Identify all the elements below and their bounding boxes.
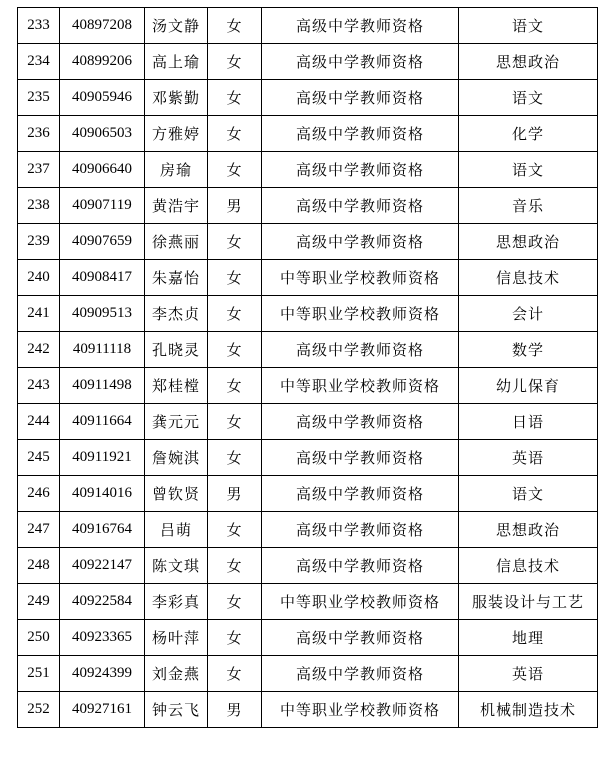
certificate-type: 高级中学教师资格 <box>262 332 459 368</box>
subject: 化学 <box>459 116 598 152</box>
candidate-id: 40906503 <box>60 116 145 152</box>
candidate-name: 吕萌 <box>145 512 208 548</box>
candidate-name: 钟云飞 <box>145 692 208 728</box>
candidate-sex: 女 <box>208 548 262 584</box>
candidate-name: 陈文琪 <box>145 548 208 584</box>
table-row <box>18 260 598 296</box>
row-number: 233 <box>18 8 60 44</box>
candidate-id: 40911118 <box>60 332 145 368</box>
certificate-type: 高级中学教师资格 <box>262 548 459 584</box>
candidate-id: 40908417 <box>60 260 145 296</box>
candidate-sex: 女 <box>208 656 262 692</box>
candidate-sex: 女 <box>208 80 262 116</box>
candidate-name: 郑桂樘 <box>145 368 208 404</box>
table-row <box>18 548 598 584</box>
candidate-id: 40927161 <box>60 692 145 728</box>
row-number: 242 <box>18 332 60 368</box>
subject: 数学 <box>459 332 598 368</box>
subject: 幼儿保育 <box>459 368 598 404</box>
candidate-sex: 女 <box>208 116 262 152</box>
candidate-sex: 女 <box>208 260 262 296</box>
subject: 语文 <box>459 476 598 512</box>
candidate-sex: 女 <box>208 296 262 332</box>
candidate-name: 龚元元 <box>145 404 208 440</box>
row-number: 237 <box>18 152 60 188</box>
candidate-name: 杨叶萍 <box>145 620 208 656</box>
row-number: 245 <box>18 440 60 476</box>
roster-table <box>17 7 598 728</box>
certificate-type: 中等职业学校教师资格 <box>262 368 459 404</box>
table-row <box>18 620 598 656</box>
table-row <box>18 476 598 512</box>
table-row <box>18 440 598 476</box>
candidate-id: 40907659 <box>60 224 145 260</box>
table-row <box>18 188 598 224</box>
candidate-name: 曾钦贤 <box>145 476 208 512</box>
candidate-name: 邓紫勤 <box>145 80 208 116</box>
row-number: 235 <box>18 80 60 116</box>
certificate-type: 高级中学教师资格 <box>262 224 459 260</box>
subject: 语文 <box>459 80 598 116</box>
certificate-type: 高级中学教师资格 <box>262 440 459 476</box>
candidate-name: 房瑜 <box>145 152 208 188</box>
candidate-sex: 女 <box>208 440 262 476</box>
candidate-id: 40909513 <box>60 296 145 332</box>
candidate-sex: 女 <box>208 44 262 80</box>
table-row <box>18 296 598 332</box>
candidate-sex: 女 <box>208 584 262 620</box>
candidate-sex: 男 <box>208 476 262 512</box>
table-row <box>18 584 598 620</box>
candidate-id: 40916764 <box>60 512 145 548</box>
candidate-sex: 女 <box>208 152 262 188</box>
candidate-sex: 女 <box>208 332 262 368</box>
candidate-sex: 男 <box>208 692 262 728</box>
table-row <box>18 44 598 80</box>
row-number: 244 <box>18 404 60 440</box>
subject: 思想政治 <box>459 224 598 260</box>
certificate-type: 高级中学教师资格 <box>262 512 459 548</box>
candidate-id: 40911664 <box>60 404 145 440</box>
table-row <box>18 332 598 368</box>
certificate-type: 高级中学教师资格 <box>262 8 459 44</box>
subject: 英语 <box>459 656 598 692</box>
subject: 日语 <box>459 404 598 440</box>
table-row <box>18 692 598 728</box>
candidate-name: 黄浩宇 <box>145 188 208 224</box>
candidate-id: 40907119 <box>60 188 145 224</box>
candidate-id: 40911498 <box>60 368 145 404</box>
table-row <box>18 80 598 116</box>
certificate-type: 中等职业学校教师资格 <box>262 584 459 620</box>
candidate-sex: 女 <box>208 224 262 260</box>
certificate-type: 高级中学教师资格 <box>262 152 459 188</box>
row-number: 243 <box>18 368 60 404</box>
candidate-sex: 男 <box>208 188 262 224</box>
certificate-type: 高级中学教师资格 <box>262 80 459 116</box>
candidate-sex: 女 <box>208 620 262 656</box>
row-number: 234 <box>18 44 60 80</box>
certificate-type: 高级中学教师资格 <box>262 620 459 656</box>
table-row <box>18 656 598 692</box>
subject: 服装设计与工艺 <box>459 584 598 620</box>
row-number: 248 <box>18 548 60 584</box>
row-number: 249 <box>18 584 60 620</box>
subject: 音乐 <box>459 188 598 224</box>
table-row <box>18 8 598 44</box>
certificate-type: 高级中学教师资格 <box>262 476 459 512</box>
row-number: 236 <box>18 116 60 152</box>
certificate-type: 高级中学教师资格 <box>262 44 459 80</box>
candidate-id: 40899206 <box>60 44 145 80</box>
candidate-name: 孔晓灵 <box>145 332 208 368</box>
row-number: 247 <box>18 512 60 548</box>
candidate-name: 詹婉淇 <box>145 440 208 476</box>
candidate-name: 徐燕丽 <box>145 224 208 260</box>
subject: 信息技术 <box>459 548 598 584</box>
subject: 会计 <box>459 296 598 332</box>
candidate-id: 40922584 <box>60 584 145 620</box>
certificate-type: 中等职业学校教师资格 <box>262 260 459 296</box>
candidate-id: 40905946 <box>60 80 145 116</box>
subject: 语文 <box>459 8 598 44</box>
candidate-id: 40923365 <box>60 620 145 656</box>
row-number: 239 <box>18 224 60 260</box>
row-number: 251 <box>18 656 60 692</box>
candidate-sex: 女 <box>208 512 262 548</box>
candidate-id: 40924399 <box>60 656 145 692</box>
candidate-name: 方雅婷 <box>145 116 208 152</box>
candidate-name: 李彩真 <box>145 584 208 620</box>
certificate-type: 中等职业学校教师资格 <box>262 692 459 728</box>
row-number: 238 <box>18 188 60 224</box>
candidate-id: 40911921 <box>60 440 145 476</box>
row-number: 246 <box>18 476 60 512</box>
candidate-name: 汤文静 <box>145 8 208 44</box>
table-row <box>18 404 598 440</box>
candidate-id: 40914016 <box>60 476 145 512</box>
row-number: 241 <box>18 296 60 332</box>
certificate-type: 中等职业学校教师资格 <box>262 296 459 332</box>
row-number: 252 <box>18 692 60 728</box>
candidate-name: 朱嘉怡 <box>145 260 208 296</box>
candidate-id: 40897208 <box>60 8 145 44</box>
candidate-sex: 女 <box>208 404 262 440</box>
candidate-sex: 女 <box>208 368 262 404</box>
subject: 语文 <box>459 152 598 188</box>
row-number: 240 <box>18 260 60 296</box>
certificate-type: 高级中学教师资格 <box>262 188 459 224</box>
candidate-name: 刘金燕 <box>145 656 208 692</box>
subject: 思想政治 <box>459 512 598 548</box>
table-row <box>18 224 598 260</box>
subject: 英语 <box>459 440 598 476</box>
subject: 机械制造技术 <box>459 692 598 728</box>
table-row <box>18 152 598 188</box>
roster-body <box>18 8 598 728</box>
subject: 地理 <box>459 620 598 656</box>
candidate-sex: 女 <box>208 8 262 44</box>
certificate-type: 高级中学教师资格 <box>262 656 459 692</box>
candidate-name: 高上瑜 <box>145 44 208 80</box>
subject: 思想政治 <box>459 44 598 80</box>
table-row <box>18 368 598 404</box>
table-row <box>18 512 598 548</box>
candidate-id: 40922147 <box>60 548 145 584</box>
row-number: 250 <box>18 620 60 656</box>
table-row <box>18 116 598 152</box>
candidate-name: 李杰贞 <box>145 296 208 332</box>
certificate-type: 高级中学教师资格 <box>262 116 459 152</box>
candidate-id: 40906640 <box>60 152 145 188</box>
certificate-type: 高级中学教师资格 <box>262 404 459 440</box>
subject: 信息技术 <box>459 260 598 296</box>
